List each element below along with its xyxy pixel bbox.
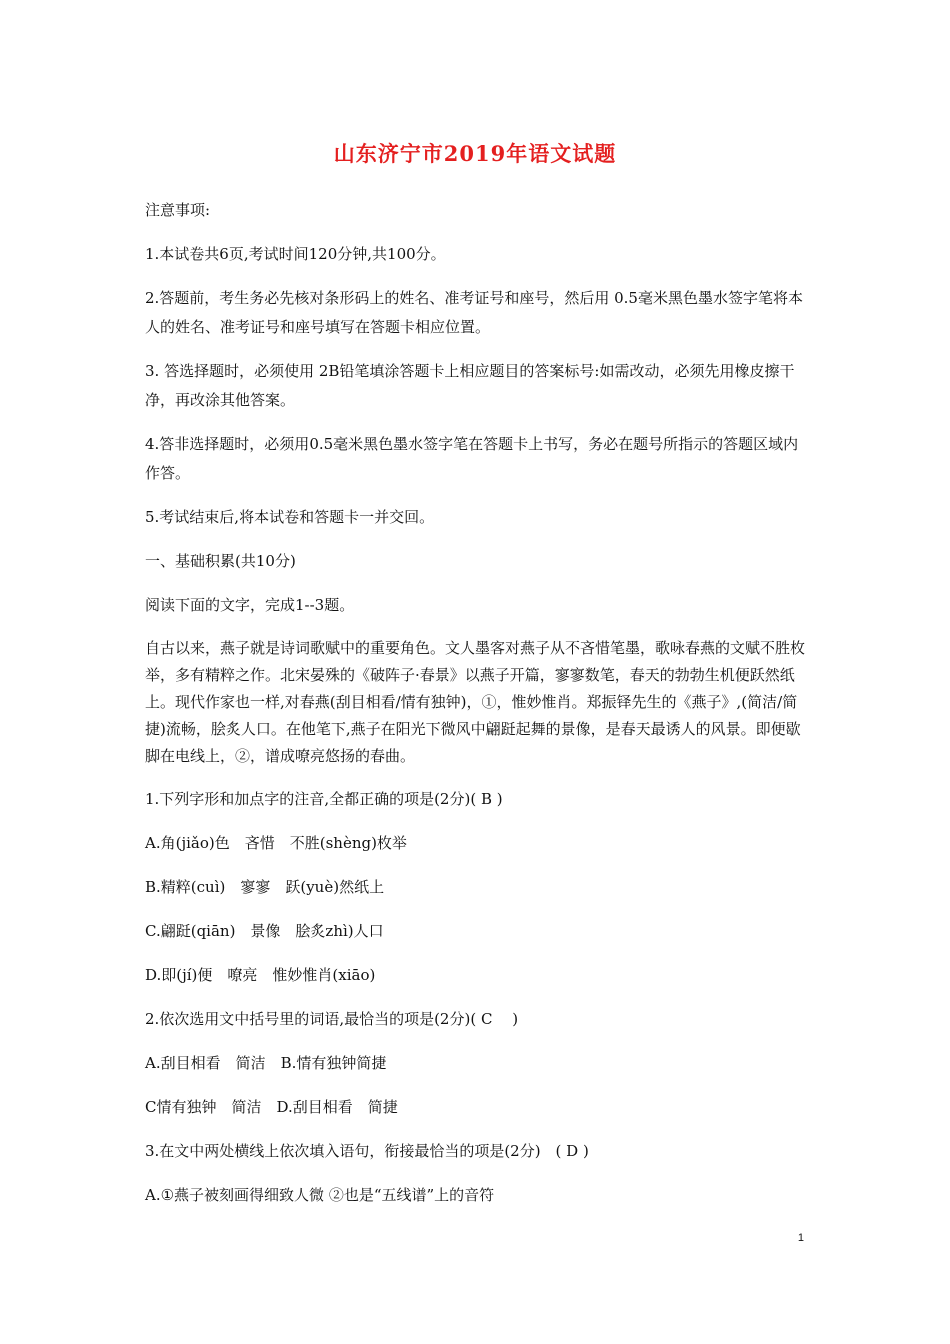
notice-item-4: 4.答非选择题时，必须用0.5毫米黑色墨水签字笔在答题卡上书写，务必在题号所指示的答题区域内作答。 bbox=[145, 435, 799, 482]
page-title: 山东济宁市2019年语文试题 bbox=[333, 141, 617, 166]
notice-item-3: 3. 答选择题时，必须使用 2B铅笔填涂答题卡上相应题目的答案标号:如需改动，必须先用橡皮擦干净，再改涂其他答案。 bbox=[145, 362, 795, 409]
reading-intro: 阅读下面的文字，完成1--3题。 bbox=[145, 596, 355, 614]
document-body bbox=[145, 196, 810, 1225]
notice-item-2: 2.答题前，考生务必先核对条形码上的姓名、准考证号和座号，然后用 0.5毫米黑色墨水签字笔将本人的姓名、准考证号和座号填写在答题卡相应位置。 bbox=[145, 289, 803, 336]
notice-heading: 注意事项: bbox=[145, 201, 211, 219]
question-1-option-d: D.即(jí)便 嘹亮 惟妙惟肖(xiāo) bbox=[145, 966, 376, 984]
question-3-stem: 3.在文中两处横线上依次填入语句，衔接最恰当的项是(2分) ( D ) bbox=[145, 1142, 589, 1160]
question-1-option-b: B.精粹(cuì) 寥寥 跃(yuè)然纸上 bbox=[145, 878, 385, 896]
page-number: 1 bbox=[797, 1232, 804, 1244]
reading-passage: 自古以来，燕子就是诗词歌赋中的重要角色。文人墨客对燕子从不吝惜笔墨，歌咏春燕的文赋不胜枚举，多有精粹之作。北宋晏殊的《破阵子·春景》以燕子开篇，寥寥数笔，春天的勃勃生机便跃然纸上。现代作家也一样,对春燕(刮目相看/情有独钟)，①，惟妙惟肖。郑振铎先生的《燕子》,(简洁/简捷)流畅，脍炙人口。在他笔下,燕子在阳光下微风中翩跹起舞的景像，是春天最诱人的风景。即便歇脚在电线上，②，谱成嘹亮悠扬的春曲。 bbox=[145, 639, 806, 765]
question-1-stem: 1.下列字形和加点字的注音,全都正确的项是(2分)( B ) bbox=[145, 790, 503, 808]
question-1-option-c: C.翩跹(qiān) 景像 脍炙zhì)人口 bbox=[145, 922, 384, 940]
section-heading: 一、基础积累(共10分) bbox=[145, 552, 296, 570]
notice-item-1: 1.本试卷共6页,考试时间120分钟,共100分。 bbox=[145, 245, 446, 263]
notice-item-5: 5.考试结束后,将本试卷和答题卡一并交回。 bbox=[145, 508, 435, 526]
question-2-stem: 2.依次选用文中括号里的词语,最恰当的项是(2分)( C ) bbox=[145, 1010, 519, 1028]
question-3-option-a: A.①燕子被刻画得细致人微 ②也是“五线谱”上的音符 bbox=[145, 1186, 495, 1204]
question-1-option-a: A.角(jiǎo)色 吝惜 不胜(shèng)枚举 bbox=[145, 834, 407, 852]
question-2-option-cd: C情有独钟 简洁 D.刮目相看 简捷 bbox=[145, 1098, 398, 1116]
question-2-option-ab: A.刮目相看 简洁 B.情有独钟简捷 bbox=[145, 1054, 387, 1072]
